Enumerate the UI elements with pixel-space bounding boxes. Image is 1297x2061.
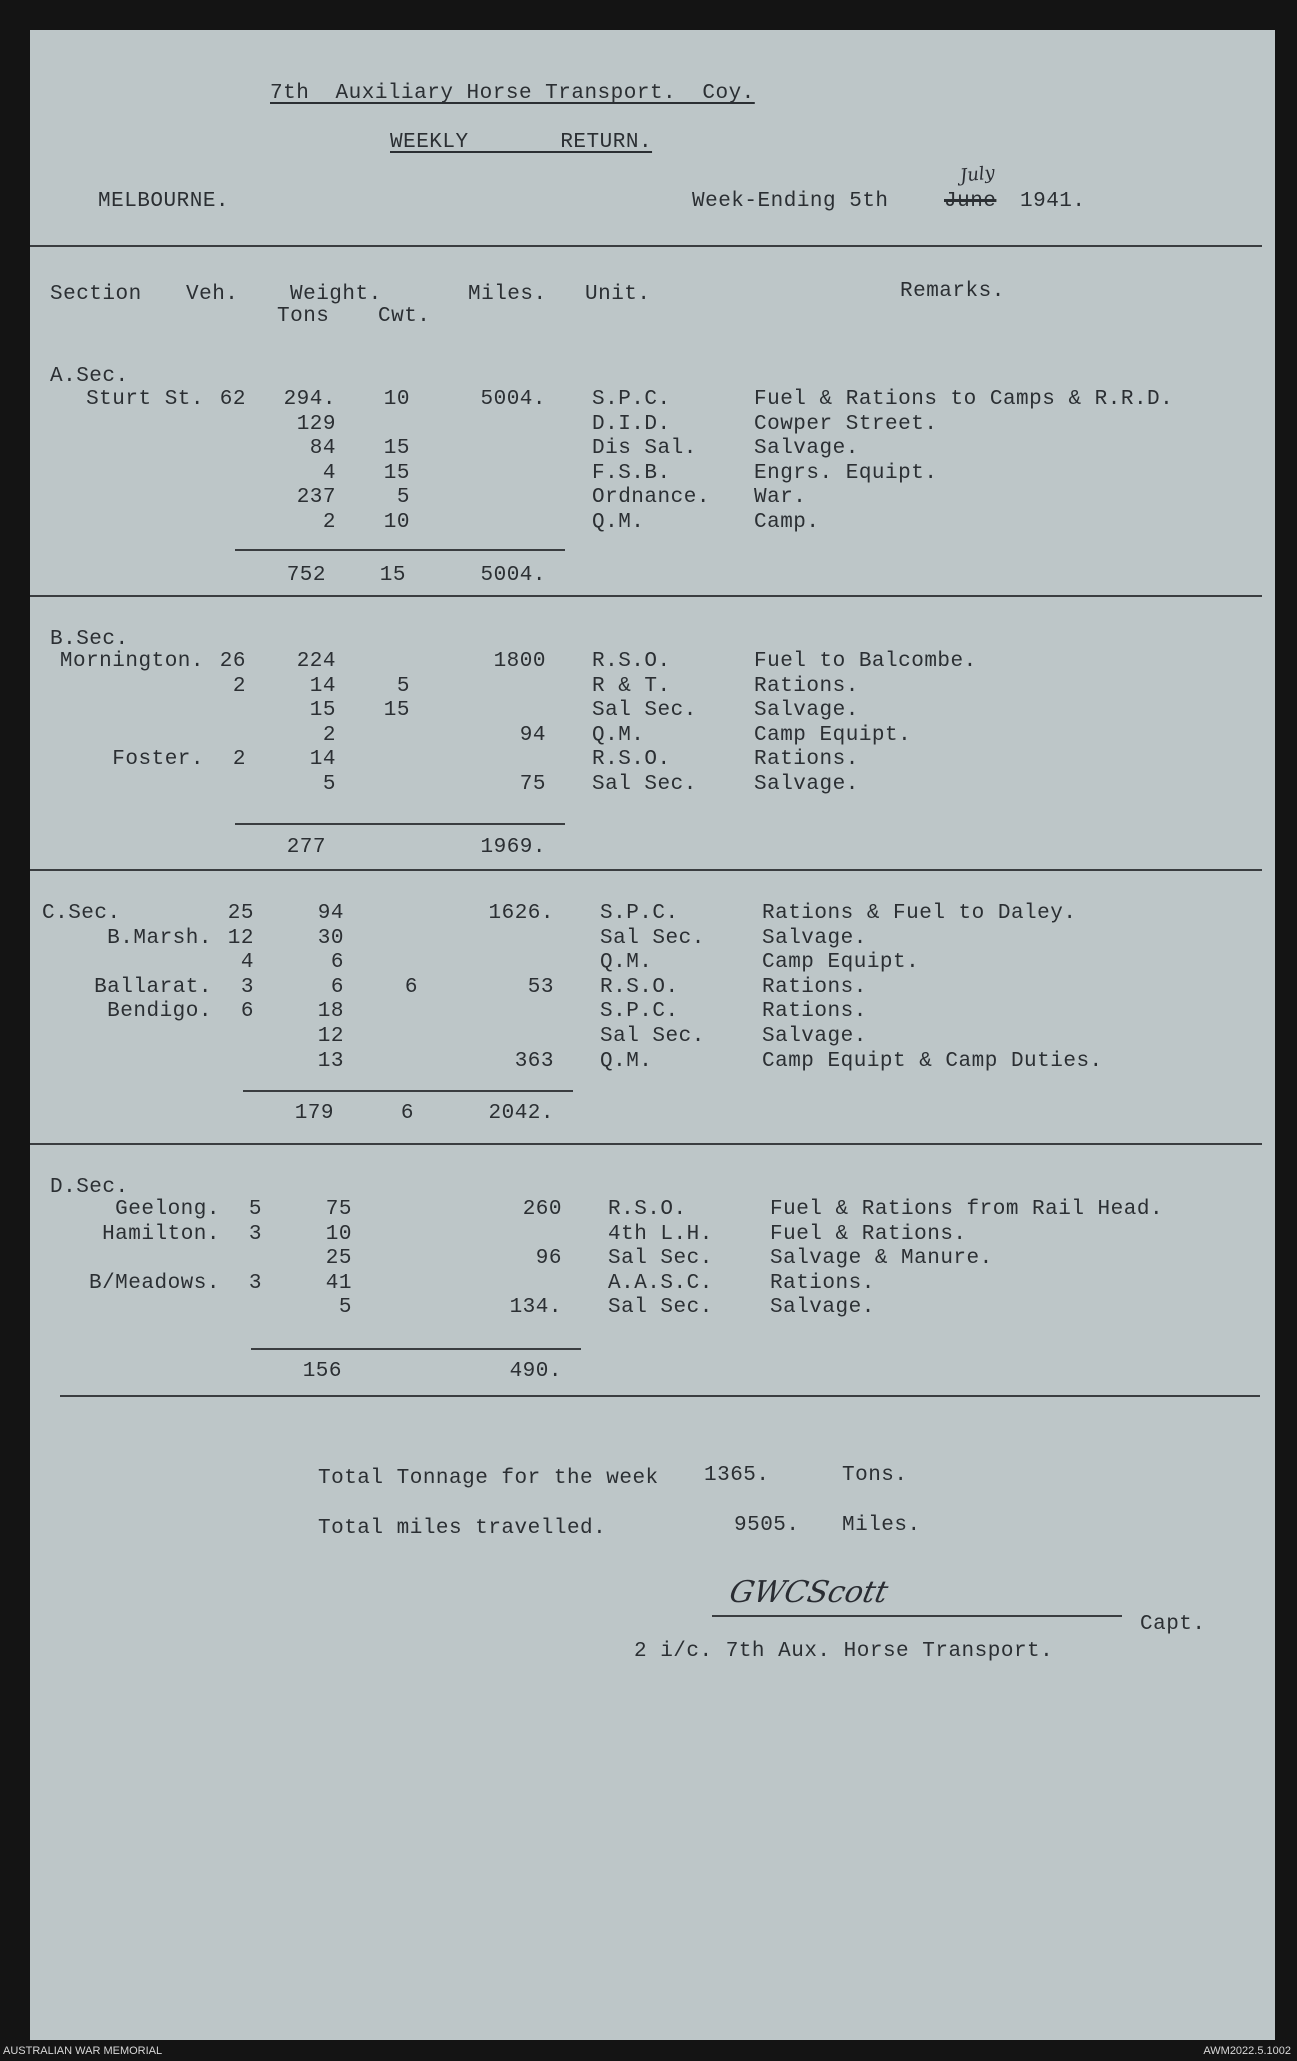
- tons-cell: 30: [317, 926, 344, 950]
- unit-cell: Sal Sec.: [592, 773, 697, 796]
- miles-label: Total miles travelled.: [318, 1517, 607, 1540]
- tons-cell: 4: [322, 461, 336, 485]
- week-ending-label: Week-Ending 5th: [692, 190, 889, 213]
- unit-cell: S.P.C.: [600, 1000, 679, 1024]
- cwt-cell: 15: [383, 699, 410, 723]
- section-separator: [30, 869, 1262, 871]
- section-heading: A.Sec.: [50, 365, 129, 388]
- place-cell: Bendigo.: [107, 1000, 212, 1024]
- tons-cell: 41: [325, 1271, 352, 1295]
- tons-cell: 2: [322, 511, 336, 534]
- section-heading: D.Sec.: [50, 1176, 129, 1199]
- veh-cell: 3: [248, 1271, 262, 1295]
- tons-cell: 6: [330, 951, 344, 975]
- signature-rank: Capt.: [1140, 1613, 1206, 1636]
- tons-cell: 13: [317, 1049, 344, 1073]
- unit-cell: R.S.O.: [608, 1198, 687, 1221]
- veh-cell: 2: [232, 674, 246, 698]
- total-rule: [243, 1090, 573, 1092]
- footer-left: AUSTRALIAN WAR MEMORIAL: [3, 2045, 163, 2057]
- remarks-cell: Salvage.: [754, 699, 859, 723]
- tons-cell: 224: [296, 650, 336, 673]
- remarks-cell: Fuel & Rations.: [770, 1222, 967, 1246]
- veh-cell: 3: [248, 1222, 262, 1246]
- remarks-cell: Camp Equipt.: [762, 951, 920, 975]
- unit-cell: R & T.: [592, 674, 671, 698]
- total-miles: 1969.: [480, 836, 546, 859]
- document-page: [30, 30, 1275, 2040]
- total-miles: 490.: [509, 1360, 562, 1383]
- place-cell: Hamilton.: [102, 1222, 220, 1246]
- col-section: Section: [50, 283, 142, 306]
- remarks-cell: Salvage.: [754, 437, 859, 461]
- remarks-cell: War.: [754, 486, 807, 510]
- col-tons: Tons: [277, 305, 330, 328]
- cwt-cell: 6: [404, 975, 418, 999]
- unit-cell: Q.M.: [592, 511, 645, 534]
- total-rule: [235, 549, 565, 551]
- footer-right: AWM2022.5.1002: [1203, 2045, 1291, 2057]
- tons-cell: 94: [317, 902, 344, 925]
- veh-cell: 4: [240, 951, 254, 975]
- tons-cell: 2: [322, 723, 336, 747]
- place-cell: B/Meadows.: [88, 1271, 220, 1295]
- remarks-cell: Engrs. Equipt.: [754, 461, 938, 485]
- remarks-cell: Salvage & Manure.: [770, 1247, 993, 1271]
- miles-value: 9505.: [734, 1514, 800, 1537]
- cwt-cell: 15: [383, 461, 410, 485]
- section-separator: [30, 595, 1262, 597]
- total-tons: 156: [302, 1360, 342, 1383]
- unit-cell: R.S.O.: [592, 748, 671, 772]
- col-unit: Unit.: [585, 283, 651, 306]
- col-weight: Weight.: [290, 283, 382, 306]
- remarks-cell: Rations.: [762, 1000, 867, 1024]
- col-veh: Veh.: [186, 283, 239, 306]
- tons-cell: 5: [338, 1296, 352, 1320]
- remarks-cell: Salvage.: [762, 926, 867, 950]
- tons-cell: 75: [325, 1198, 352, 1221]
- miles-cell: 363: [514, 1049, 554, 1073]
- rule-top: [30, 245, 1262, 247]
- tons-cell: 237: [296, 486, 336, 510]
- cwt-cell: 15: [383, 437, 410, 461]
- tons-cell: 5: [322, 773, 336, 796]
- place-cell: Geelong.: [115, 1198, 220, 1221]
- total-rule: [235, 823, 565, 825]
- miles-cell: 94: [519, 723, 546, 747]
- veh-cell: 6: [240, 1000, 254, 1024]
- rule-bottom: [60, 1395, 1260, 1397]
- miles-cell: 96: [535, 1247, 562, 1271]
- tons-cell: 14: [309, 748, 336, 772]
- remarks-cell: Salvage.: [770, 1296, 875, 1320]
- cwt-cell: 5: [396, 674, 410, 698]
- cwt-cell: 10: [383, 388, 410, 411]
- place-cell: Ballarat.: [94, 975, 212, 999]
- place-cell: Sturt St.: [86, 388, 204, 411]
- year: 1941.: [1020, 190, 1086, 213]
- remarks-cell: Fuel & Rations to Camps & R.R.D.: [754, 388, 1174, 411]
- section-heading: B.Sec.: [50, 628, 129, 651]
- miles-cell: 134.: [509, 1296, 562, 1320]
- tons-cell: 25: [325, 1247, 352, 1271]
- remarks-cell: Camp.: [754, 511, 820, 534]
- veh-cell: 62: [219, 388, 246, 411]
- section-heading: C.Sec.: [42, 902, 121, 925]
- remarks-cell: Salvage.: [754, 773, 859, 796]
- tons-cell: 15: [309, 699, 336, 723]
- document-subtitle: WEEKLY RETURN.: [390, 131, 653, 154]
- signature-role: 2 i/c. 7th Aux. Horse Transport.: [634, 1640, 1054, 1663]
- cwt-cell: 10: [383, 511, 410, 534]
- remarks-cell: Cowper Street.: [754, 412, 938, 436]
- veh-cell: 2: [232, 748, 246, 772]
- unit-cell: Ordnance.: [592, 486, 710, 510]
- tons-cell: 10: [325, 1222, 352, 1246]
- unit-cell: Sal Sec.: [608, 1296, 713, 1320]
- miles-cell: 1626.: [488, 902, 554, 925]
- total-cwt: 6: [400, 1102, 414, 1125]
- tonnage-unit: Tons.: [842, 1464, 908, 1487]
- total-tons: 752: [286, 564, 326, 587]
- remarks-cell: Salvage.: [762, 1025, 867, 1048]
- miles-cell: 75: [519, 773, 546, 796]
- col-remarks: Remarks.: [900, 280, 1005, 303]
- veh-cell: 25: [227, 902, 254, 925]
- unit-cell: Sal Sec.: [600, 1025, 705, 1048]
- month-correction: July: [958, 162, 996, 187]
- total-tons: 179: [294, 1102, 334, 1125]
- veh-cell: 3: [240, 975, 254, 999]
- tons-cell: 18: [317, 1000, 344, 1024]
- unit-cell: Q.M.: [592, 723, 645, 747]
- unit-cell: R.S.O.: [592, 650, 671, 673]
- unit-cell: A.A.S.C.: [608, 1271, 713, 1295]
- total-miles: 5004.: [480, 564, 546, 587]
- miles-cell: 5004.: [480, 388, 546, 411]
- total-cwt: 15: [379, 564, 406, 587]
- remarks-cell: Rations & Fuel to Daley.: [762, 902, 1077, 925]
- remarks-cell: Camp Equipt & Camp Duties.: [762, 1049, 1103, 1073]
- unit-cell: D.I.D.: [592, 412, 671, 436]
- tons-cell: 6: [330, 975, 344, 999]
- place-cell: Mornington.: [59, 650, 204, 673]
- unit-cell: Sal Sec.: [608, 1247, 713, 1271]
- unit-cell: R.S.O.: [600, 975, 679, 999]
- document-title: 7th Auxiliary Horse Transport. Coy.: [270, 82, 755, 105]
- miles-cell: 1800: [493, 650, 546, 673]
- col-cwt: Cwt.: [378, 305, 431, 328]
- tons-cell: 84: [309, 437, 336, 461]
- tons-cell: 12: [317, 1025, 344, 1048]
- remarks-cell: Fuel & Rations from Rail Head.: [770, 1198, 1164, 1221]
- total-rule: [251, 1348, 581, 1350]
- place-cell: Foster.: [112, 748, 204, 772]
- tons-cell: 294.: [283, 388, 336, 411]
- cwt-cell: 5: [396, 486, 410, 510]
- place-cell: B.Marsh.: [107, 926, 212, 950]
- unit-cell: Dis Sal.: [592, 437, 697, 461]
- unit-cell: Sal Sec.: [600, 926, 705, 950]
- unit-cell: 4th L.H.: [608, 1222, 713, 1246]
- remarks-cell: Rations.: [754, 748, 859, 772]
- remarks-cell: Fuel to Balcombe.: [754, 650, 977, 673]
- section-separator: [30, 1143, 1262, 1145]
- remarks-cell: Camp Equipt.: [754, 723, 912, 747]
- miles-cell: 260: [522, 1198, 562, 1221]
- unit-cell: Sal Sec.: [592, 699, 697, 723]
- total-tons: 277: [286, 836, 326, 859]
- signature-line: [712, 1615, 1122, 1617]
- struck-month: June: [944, 190, 997, 213]
- tonnage-value: 1365.: [704, 1464, 770, 1487]
- signature: GWCScott: [726, 1575, 892, 1610]
- miles-cell: 53: [527, 975, 554, 999]
- tons-cell: 14: [309, 674, 336, 698]
- miles-unit: Miles.: [842, 1514, 921, 1537]
- veh-cell: 26: [219, 650, 246, 673]
- location: MELBOURNE.: [98, 190, 230, 213]
- remarks-cell: Rations.: [762, 975, 867, 999]
- tonnage-label: Total Tonnage for the week: [318, 1467, 659, 1490]
- unit-cell: S.P.C.: [600, 902, 679, 925]
- unit-cell: Q.M.: [600, 951, 653, 975]
- total-miles: 2042.: [488, 1102, 554, 1125]
- unit-cell: F.S.B.: [592, 461, 671, 485]
- veh-cell: 12: [227, 926, 254, 950]
- col-miles: Miles.: [468, 283, 547, 306]
- tons-cell: 129: [296, 412, 336, 436]
- veh-cell: 5: [248, 1198, 262, 1221]
- remarks-cell: Rations.: [770, 1271, 875, 1295]
- remarks-cell: Rations.: [754, 674, 859, 698]
- unit-cell: S.P.C.: [592, 388, 671, 411]
- unit-cell: Q.M.: [600, 1049, 653, 1073]
